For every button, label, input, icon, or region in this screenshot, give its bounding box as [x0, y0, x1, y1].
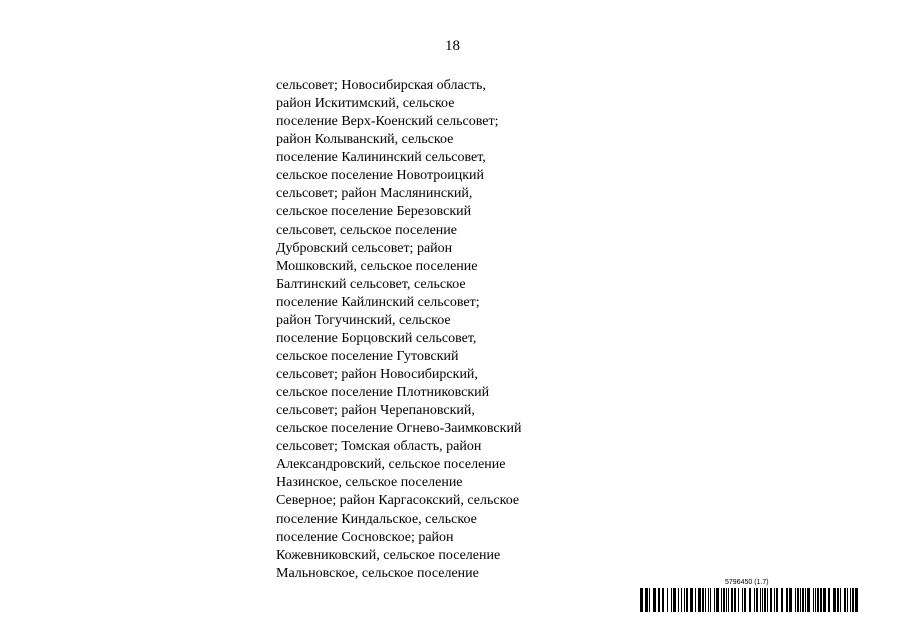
text-line: Назинское, сельское поселение	[276, 475, 463, 491]
barcode-icon	[640, 588, 858, 612]
text-line: сельсовет, сельское поселение	[276, 222, 457, 238]
text-line: сельское поселение Березовский	[276, 204, 472, 220]
text-line: сельсовет; Томская область, район	[276, 439, 482, 455]
text-line: сельсовет; район Новосибирский,	[276, 367, 478, 382]
text-line: поселение Борцовский сельсовет,	[276, 330, 477, 346]
text-line: Александровский, сельское поселение	[276, 457, 506, 473]
text-line: Мошковский, сельское поселение	[276, 258, 478, 274]
text-line: поселение Киндальское, сельское	[276, 511, 477, 527]
text-line: Дубровский сельсовет; район	[276, 240, 453, 256]
text-line: район Тогучинский, сельское	[276, 312, 451, 328]
text-line: сельское поселение Плотниковский	[276, 385, 490, 401]
text-line: сельсовет; район Черепановский,	[276, 403, 475, 419]
text-line: Северное; район Каргасокский, сельское	[276, 493, 520, 509]
text-line: район Искитимский, сельское	[276, 96, 455, 112]
text-line: Балтинский сельсовет, сельское	[276, 276, 466, 292]
text-line: сельсовет; Новосибирская область,	[276, 78, 486, 93]
text-line: район Колыванский, сельское	[276, 132, 454, 148]
text-line: поселение Сосновское; район	[276, 529, 454, 545]
text-line: сельсовет; район Маслянинский,	[276, 186, 473, 202]
text-line: Мальновское, сельское поселение	[276, 565, 479, 581]
text-line: поселение Кайлинский сельсовет;	[276, 294, 480, 310]
text-line: сельское поселение Огнево-Заимковский	[276, 421, 522, 437]
page-number: 18	[445, 38, 460, 54]
text-line: поселение Верх-Коенский сельсовет;	[276, 114, 499, 130]
body-text	[276, 77, 576, 583]
text-line: Кожевниковский, сельское поселение	[276, 547, 501, 563]
barcode-stamp	[640, 579, 858, 613]
text-line: поселение Калининский сельсовет,	[276, 150, 486, 166]
text-line: сельское поселение Гутовский	[276, 348, 459, 364]
text-line: сельское поселение Новотроицкий	[276, 168, 484, 184]
barcode-caption: 5796450 (1.7)	[725, 579, 769, 586]
